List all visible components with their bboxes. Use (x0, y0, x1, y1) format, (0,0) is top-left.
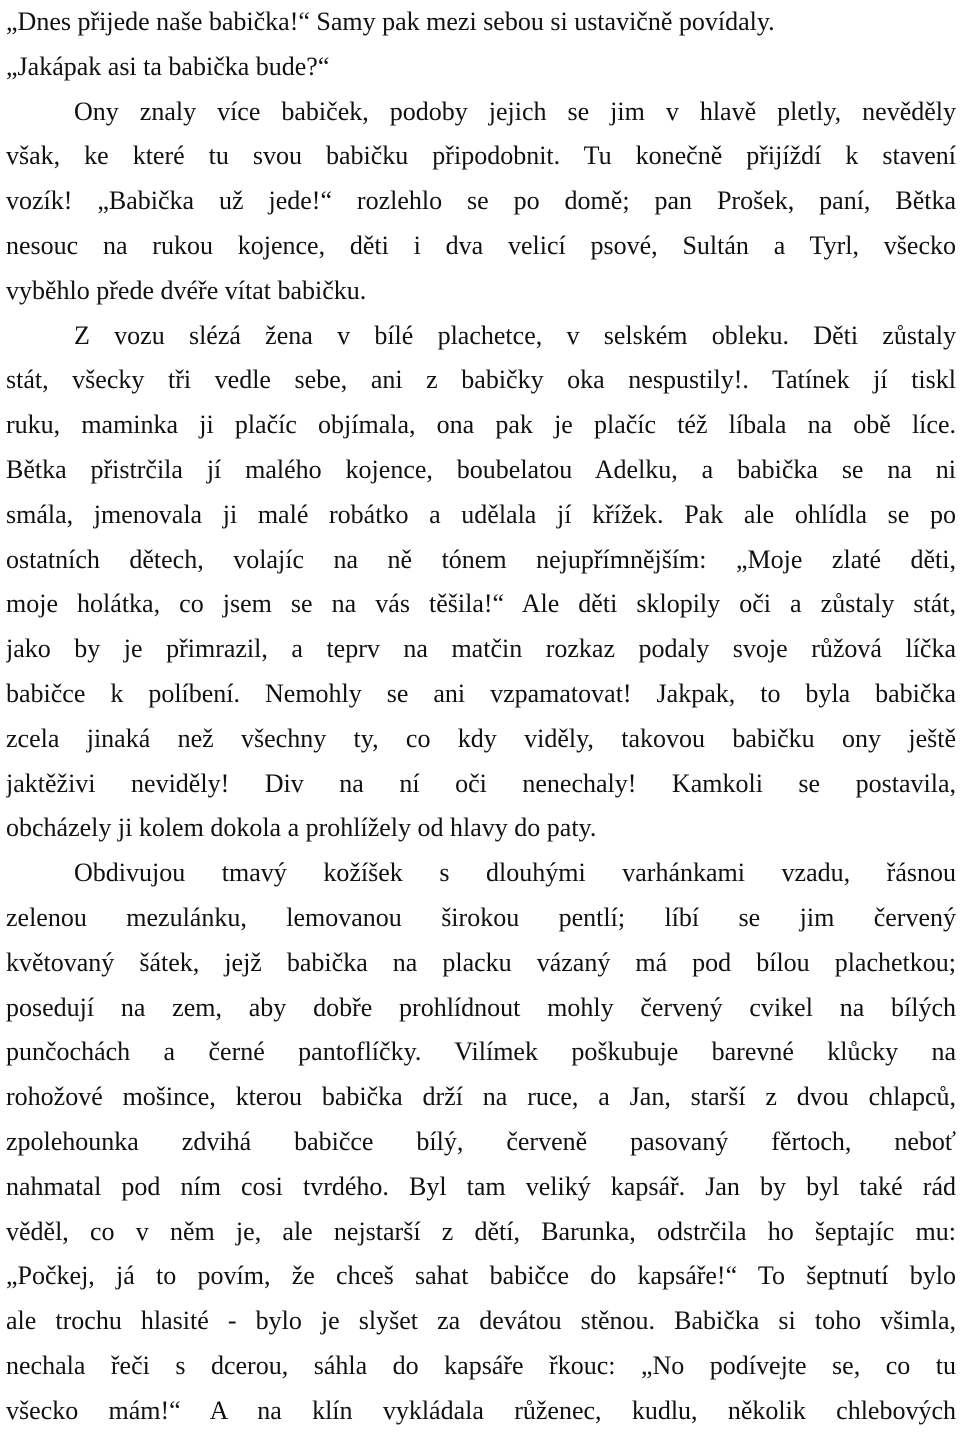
text-line: květovaný šátek, jejž babička na placku vázaný má pod bílou plachetkou; (6, 947, 956, 977)
text-line: Z vozu slézá žena v bílé plachetce, v selském obleku. Děti zůstaly (74, 320, 956, 350)
text-line: nesouc na rukou kojence, děti i dva velicí psové, Sultán a Tyrl, všecko (6, 230, 956, 260)
text-line: však, ke které tu svou babičku připodobnit. Tu konečně přijíždí k stavení (6, 141, 956, 171)
text-line: stát, všecky tři vedle sebe, ani z babičky oka nespustily!. Tatínek jí tiskl (6, 365, 956, 395)
text-line: posedují na zem, aby dobře prohlídnout mohly červený cvikel na bílých (6, 992, 956, 1022)
text-line: jaktěživi neviděly! Div na ní oči nenechaly! Kamkoli se postavila, (6, 768, 956, 798)
text-line: vyběhlo přede dvéře vítat babičku. (6, 275, 367, 305)
text-line: nechala řeči s dcerou, sáhla do kapsáře řkouc: „No podívejte se, co tu (6, 1350, 956, 1380)
text-line: jako by je přimrazil, a teprv na matčin rozkaz podaly svoje růžová líčka (6, 634, 956, 664)
text-line: smála, jmenovala ji malé robátko a udělala jí křížek. Pak ale ohlídla se po (6, 499, 956, 529)
text-line: „Jakápak asi ta babička bude?“ (6, 51, 330, 81)
text-line: zelenou mezulánku, lemovanou širokou pentlí; líbí se jim červený (6, 902, 956, 932)
text-line: Ony znaly více babiček, podoby jejich se jim v hlavě pletly, nevěděly (74, 96, 956, 126)
text-line: nahmatal pod ním cosi tvrdého. Byl tam veliký kapsář. Jan by byl také rád (6, 1171, 956, 1201)
text-line: všecko mám!“ A na klín vykládala růženec, kudlu, několik chlebových (6, 1395, 956, 1425)
text-line: punčochách a černé pantoflíčky. Vilímek poškubuje barevné klůcky na (6, 1037, 956, 1067)
text-line: Obdivujou tmavý kožíšek s dlouhými varhánkami vzadu, řásnou (74, 858, 956, 888)
text-line: „Počkej, já to povím, že chceš sahat babičce do kapsáře!“ To šeptnutí bylo (6, 1261, 956, 1291)
text-line: babičce k políbení. Nemohly se ani vzpamatovat! Jakpak, to byla babička (6, 678, 956, 708)
document-page (6, 0, 956, 1434)
text-line: moje holátka, co jsem se na vás těšila!“ Ale děti sklopily oči a zůstaly stát, (6, 589, 956, 619)
text-line: „Dnes přijede naše babička!“ Samy pak mezi sebou si ustavičně povídaly. (6, 7, 775, 36)
text-line: ruku, maminka ji plačíc objímala, ona pak je plačíc též líbala na obě líce. (6, 410, 956, 440)
text-line: zcela jinaká než všechny ty, co kdy viděly, takovou babičku ony ještě (6, 723, 956, 753)
text-line: zpolehounka zdvihá babičce bílý, červeně pasovaný fěrtoch, neboť (6, 1126, 956, 1156)
text-line: ale trochu hlasité - bylo je slyšet za devátou stěnou. Babička si toho všimla, (6, 1306, 956, 1336)
text-line: ostatních dětech, volajíc na ně tónem nejupřímnějším: „Moje zlaté děti, (6, 544, 956, 574)
text-line: vozík! „Babička už jede!“ rozlehlo se po domě; pan Prošek, paní, Bětka (6, 186, 956, 216)
text-line: obcházely ji kolem dokola a prohlížely od hlavy do paty. (6, 813, 597, 843)
text-line: rohožové mošince, kterou babička drží na ruce, a Jan, starší z dvou chlapců, (6, 1082, 956, 1112)
text-line: Bětka přistrčila jí malého kojence, boubelatou Adelku, a babička se na ni (6, 454, 956, 484)
text-line: věděl, co v něm je, ale nejstarší z dětí, Barunka, odstrčila ho šeptajíc mu: (6, 1216, 956, 1246)
